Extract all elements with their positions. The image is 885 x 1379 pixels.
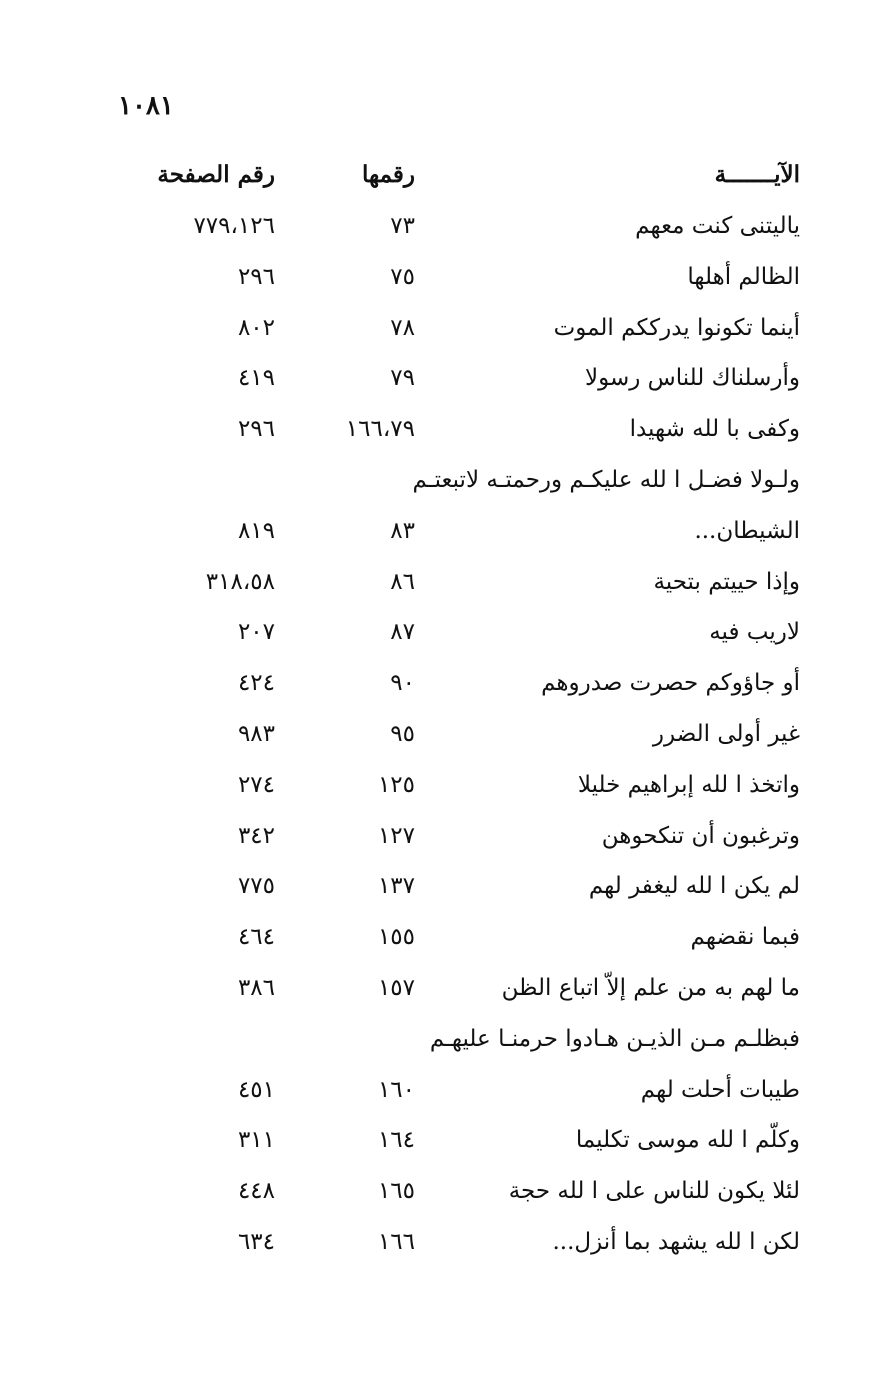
verse-text: لاريب فيه [709, 619, 800, 645]
verse-number: ١٦٥ [377, 1178, 415, 1204]
verse-number: ٧٥ [390, 264, 415, 290]
page-reference: ٨٠٢ [237, 315, 275, 341]
verse-text: وكفى با لله شهيدا [629, 416, 800, 442]
table-row [0, 1222, 885, 1262]
table-row [0, 1070, 885, 1110]
table-row [0, 409, 885, 449]
verse-text: ما لهم به من علم إلاّ اتباع الظن [501, 975, 800, 1001]
verse-text: وكلّم ا لله موسى تكليما [575, 1127, 800, 1153]
verse-number: ١٥٧ [377, 975, 415, 1001]
verse-text: طيبات أحلت لهم [640, 1077, 800, 1103]
verse-number: ٩٥ [390, 721, 415, 747]
page-reference: ٣١١ [237, 1127, 275, 1153]
verse-number: ١٢٥ [377, 772, 415, 798]
verse-text: لكن ا لله يشهد بما أنزل... [552, 1229, 800, 1255]
page-reference: ٩٨٣ [237, 721, 275, 747]
verse-text: وأرسلناك للناس رسولا [584, 365, 800, 391]
verse-text: غير أولى الضرر [652, 721, 800, 747]
page-reference [105, 460, 275, 500]
table-header [0, 155, 885, 195]
verse-number: ٧٩ [390, 365, 415, 391]
verse-number: ٧٣ [390, 213, 415, 239]
table-row [0, 714, 885, 754]
verse-number: ١٢٧ [377, 823, 415, 849]
table-row [0, 257, 885, 297]
verse-text: فبما نقضهم [690, 924, 800, 950]
table-row [0, 968, 885, 1008]
verse-number: ١٥٥ [377, 924, 415, 950]
table-row [0, 460, 885, 500]
verse-number [255, 1019, 415, 1059]
verse-text: وإذا حييتم بتحية [653, 569, 800, 595]
page-reference: ٤٢٤ [237, 670, 275, 696]
verse-number: ١٦٤ [377, 1127, 415, 1153]
verse-number: ١٣٧ [377, 873, 415, 899]
verse-text: وترغبون أن تنكحوهن [601, 823, 800, 849]
verse-text: الشيطان... [694, 518, 800, 544]
page-reference: ٣١٨،٥٨ [205, 569, 275, 595]
page-reference: ٢٠٧ [237, 619, 275, 645]
verse-number: ١٦٦ [377, 1229, 415, 1255]
verse-text: أينما تكونوا يدرككم الموت [553, 315, 800, 341]
page-number: ١٠٨١ [118, 91, 174, 121]
verse-text: لئلا يكون للناس على ا لله حجة [508, 1178, 800, 1204]
table-row [0, 308, 885, 348]
page-column-header: رقم الصفحة [157, 161, 275, 188]
page-reference: ٧٧٩،١٢٦ [193, 213, 275, 239]
page-reference: ٢٩٦ [237, 416, 275, 442]
table-row [0, 206, 885, 246]
table-row [0, 1019, 885, 1059]
page-reference [105, 1019, 275, 1059]
table-row [0, 816, 885, 856]
table-row [0, 612, 885, 652]
verse-number: ٧٨ [390, 315, 415, 341]
table-row [0, 1171, 885, 1211]
verse-number: ٩٠ [390, 670, 415, 696]
page-reference: ٣٨٦ [237, 975, 275, 1001]
page-reference: ٤٤٨ [237, 1178, 275, 1204]
verse-text: ولـولا فضـل ا لله عليكـم ورحمتـه لاتبعتـم [412, 467, 800, 493]
verse-number: ١٦٦،٧٩ [345, 416, 415, 442]
verse-text: ياليتنى كنت معهم [635, 213, 800, 239]
page-reference: ٧٧٥ [237, 873, 275, 899]
table-row [0, 358, 885, 398]
page-reference: ٤١٩ [237, 365, 275, 391]
verse-number: ١٦٠ [377, 1077, 415, 1103]
table-row [0, 765, 885, 805]
verse-number: ٨٧ [390, 619, 415, 645]
page-reference: ٢٩٦ [237, 264, 275, 290]
page-reference: ٢٧٤ [237, 772, 275, 798]
verse-text: أو جاؤوكم حصرت صدروهم [541, 670, 800, 696]
verse-text: واتخذ ا لله إبراهيم خليلا [577, 772, 800, 798]
verse-text: لم يكن ا لله ليغفر لهم [588, 873, 800, 899]
table-row [0, 663, 885, 703]
page-reference: ٤٥١ [237, 1077, 275, 1103]
table-row [0, 917, 885, 957]
page-reference: ٣٤٢ [237, 823, 275, 849]
page-reference: ٤٦٤ [237, 924, 275, 950]
verse-number: ٨٣ [390, 518, 415, 544]
table-row [0, 1120, 885, 1160]
page-reference: ٨١٩ [237, 518, 275, 544]
number-column-header: رقمها [361, 161, 415, 188]
verse-column-header: الآيـــــــة [714, 161, 800, 188]
verse-number: ٨٦ [390, 569, 415, 595]
table-row [0, 511, 885, 551]
page-reference: ٦٣٤ [237, 1229, 275, 1255]
verse-text: فبظلـم مـن الذيـن هـادوا حرمنـا عليهـم [429, 1026, 800, 1052]
table-row [0, 562, 885, 602]
verse-number [255, 460, 415, 500]
table-row [0, 866, 885, 906]
verse-text: الظالم أهلها [687, 264, 800, 290]
